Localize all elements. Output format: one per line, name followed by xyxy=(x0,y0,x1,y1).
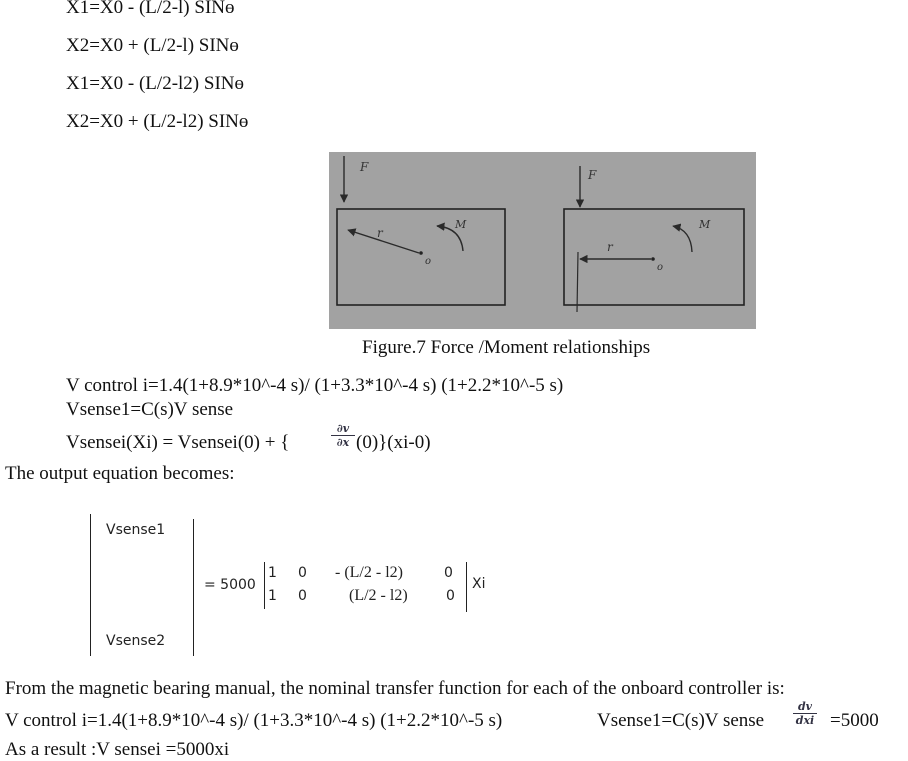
bottom-vsense: Vsense1=C(s)V sense xyxy=(597,710,765,731)
partial-numerator: ∂v xyxy=(336,422,350,435)
equation-x1-l: X1=X0 - (L/2-l) SINɵ xyxy=(66,0,235,18)
equation-x2-l2: X2=X0 + (L/2-l2) SINɵ xyxy=(66,111,249,132)
right-force-label: F xyxy=(588,168,597,182)
vsense1-equation: Vsense1=C(s)V sense xyxy=(66,399,234,420)
right-moment-label: M xyxy=(699,218,711,231)
figure-caption: Figure.7 Force /Moment relationships xyxy=(362,337,651,358)
matrix-scalar: = 5000 xyxy=(204,577,256,593)
matrix-xi: Xi xyxy=(472,576,486,592)
output-intro: The output equation becomes: xyxy=(5,463,235,484)
bottom-vcontrol: V control i=1.4(1+8.9*10^-4 s)/ (1+3.3*10^-4 s) (1+2.2*10^-5 s) xyxy=(5,710,503,731)
left-force-label: F xyxy=(360,160,369,174)
right-radius-label: r xyxy=(607,240,613,254)
equation-x2-l: X2=X0 + (L/2-l) SINɵ xyxy=(66,35,239,56)
left-radius-label: r xyxy=(377,226,383,240)
matrix-r2c1: 1 xyxy=(268,588,277,604)
matrix-r2c4: 0 xyxy=(446,588,455,604)
matrix-r1c1: 1 xyxy=(268,565,277,581)
left-panel xyxy=(337,156,505,305)
bottom-value: =5000 xyxy=(830,710,879,731)
equation-x1-l2: X1=X0 - (L/2-l2) SINɵ xyxy=(66,73,244,94)
vsense2-label: Vsense2 xyxy=(106,633,166,649)
matrix-r1c2: 0 xyxy=(298,565,307,581)
left-moment-label: M xyxy=(455,218,467,231)
derivative-denominator: dxi xyxy=(795,714,815,727)
matrix-r2c3: (L/2 - l2) xyxy=(349,587,408,604)
partial-derivative-fraction xyxy=(331,423,355,448)
left-origin-label: o xyxy=(425,256,432,267)
derivative-numerator: dv xyxy=(797,700,813,713)
result-line: As a result :V sensei =5000xi xyxy=(5,739,230,760)
matrix-r1c3: - (L/2 - l2) xyxy=(335,564,403,581)
force-moment-figure xyxy=(329,152,756,329)
taylor-suffix: (0)}(xi-0) xyxy=(356,432,431,453)
matrix-r2c2: 0 xyxy=(298,588,307,604)
matrix-r1c4: 0 xyxy=(444,565,453,581)
manual-sentence: From the magnetic bearing manual, the nominal transfer function for each of the onboard controller is: xyxy=(5,678,785,699)
partial-denominator: ∂x xyxy=(336,436,350,449)
vsense1-label: Vsense1 xyxy=(106,522,166,538)
taylor-prefix: Vsensei(Xi) = Vsensei(0) + { xyxy=(66,432,290,453)
vcontrol-equation: V control i=1.4(1+8.9*10^-4 s)/ (1+3.3*10^-4 s) (1+2.2*10^-5 s) xyxy=(66,375,564,396)
right-panel xyxy=(564,166,744,312)
right-origin-label: o xyxy=(657,262,664,273)
derivative-fraction xyxy=(793,701,817,726)
